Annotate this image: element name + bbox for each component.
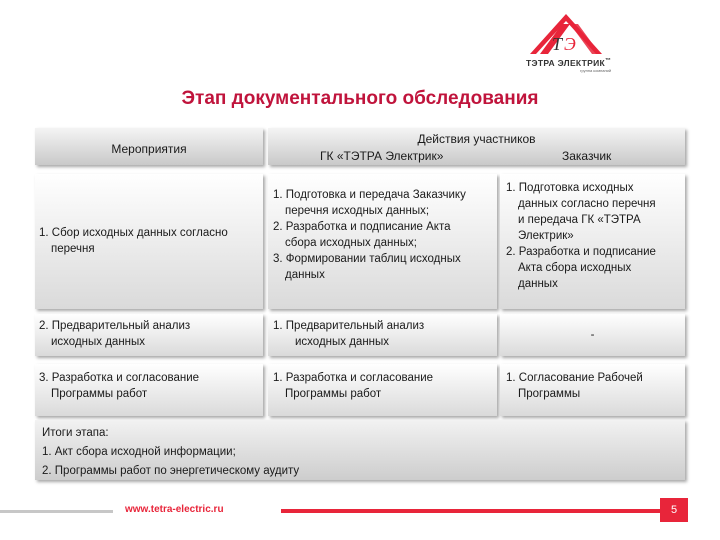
header-actions-label: Действия участников — [417, 132, 536, 146]
svg-text:Э: Э — [564, 34, 576, 54]
logo-mark-icon — [518, 10, 638, 60]
row1-gk-cell — [268, 174, 497, 309]
row3-customer-line: 1. Согласование Рабочей — [506, 372, 643, 384]
row1-customer-line: Акта сбора исходных — [518, 262, 632, 274]
row2-gk-line: исходных данных — [295, 336, 390, 348]
row1-customer-cell — [500, 174, 685, 309]
results-line: 1. Акт сбора исходной информации; — [42, 446, 236, 458]
svg-text:Т: Т — [552, 34, 563, 54]
footer-url-link[interactable]: www.tetra-electric.ru — [125, 504, 224, 515]
row2-event-line: 2. Предварительный анализ — [39, 320, 191, 332]
row1-customer-line: данных согласно перечня — [518, 198, 656, 210]
header-gk-label: ГК «ТЭТРА Электрик» — [320, 149, 444, 163]
results-line: Итоги этапа: — [42, 427, 109, 439]
row3-gk-line: Программы работ — [285, 388, 382, 400]
row1-event-line: 1. Сбор исходных данных согласно — [39, 227, 228, 239]
row1-gk-line: 2. Разработка и подписание Акта — [273, 221, 451, 233]
company-logo — [518, 10, 638, 76]
row3-event-line: Программы работ — [51, 388, 148, 400]
row2-event-cell — [35, 314, 263, 356]
row2-customer-cell — [500, 314, 685, 356]
row1-customer-line: Электрик» — [518, 230, 574, 242]
row1-customer-line: 1. Подготовка исходных — [506, 182, 634, 194]
row3-gk-line: 1. Разработка и согласование — [273, 372, 434, 384]
row1-gk-line: 3. Формировании таблиц исходных — [273, 253, 461, 265]
row1-customer-line: данных — [518, 278, 558, 290]
header-actions — [268, 128, 685, 165]
row1-gk-line: 1. Подготовка и передача Заказчику — [273, 189, 466, 201]
row1-customer-line: и передача ГК «ТЭТРА — [518, 214, 641, 226]
row1-gk-line: сбора исходных данных; — [285, 237, 417, 249]
results-line: 2. Программы работ по энергетическому аудиту — [42, 465, 300, 477]
row1-event-line: перечня — [51, 243, 95, 255]
row3-event-line: 3. Разработка и согласование — [39, 372, 200, 384]
row3-gk-cell — [268, 364, 497, 416]
row3-customer-line: Программы — [518, 388, 581, 400]
logo-brand: ТЭТРА ЭЛЕКТРИК™ — [526, 58, 612, 68]
row3-customer-cell — [500, 364, 685, 416]
row3-event-cell — [35, 364, 263, 416]
row2-customer-value: - — [590, 329, 595, 341]
logo-tagline: группа компаний — [580, 68, 612, 73]
header-customer-label: Заказчик — [562, 149, 612, 163]
header-events — [35, 128, 263, 165]
row2-gk-line: 1. Предварительный анализ — [273, 320, 425, 332]
row1-event-cell — [35, 174, 263, 309]
stage-results — [35, 420, 685, 480]
header-events-label: Мероприятия — [111, 142, 187, 156]
footer — [0, 496, 720, 526]
row2-event-line: исходных данных — [51, 336, 146, 348]
footer-divider-right — [281, 509, 660, 513]
row1-customer-line: 2. Разработка и подписание — [506, 246, 656, 258]
page-title: Этап документального обследования — [181, 88, 539, 109]
footer-divider-left — [0, 510, 113, 513]
row1-gk-line: данных — [285, 269, 325, 281]
row1-gk-line: перечня исходных данных; — [285, 205, 430, 217]
row2-gk-cell — [268, 314, 497, 356]
page-number: 5 — [660, 498, 688, 522]
